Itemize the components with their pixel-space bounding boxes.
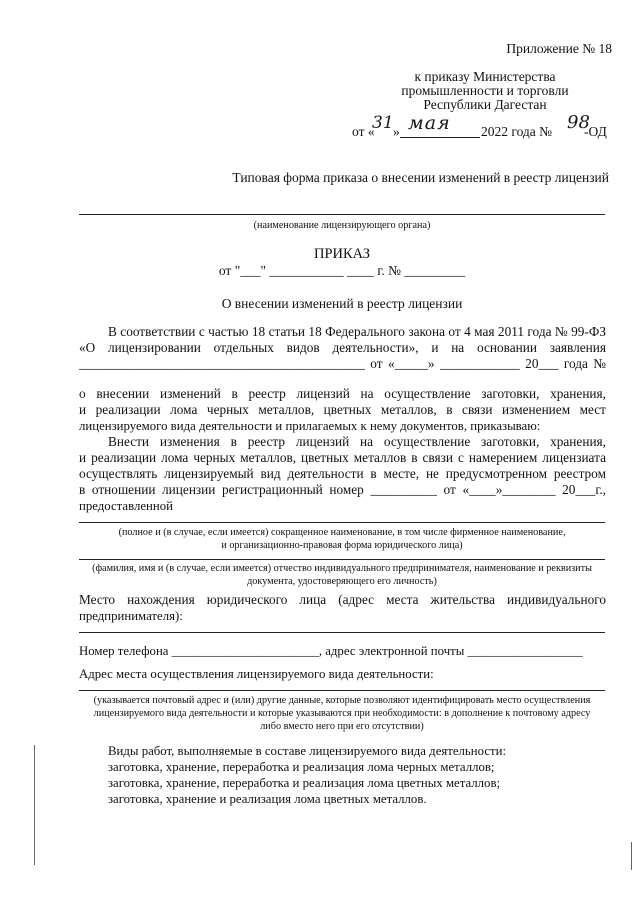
entrepreneur-caption-1: (фамилия, имя и (в случае, если имеется) отчество индивидуального предпринимателя, наименование и реквизиты	[92, 563, 592, 574]
paragraph-1-line-1: В соответствии с частью 18 статьи 18 Федерального закона от 4 мая 2011 года № 99-ФЗ	[108, 324, 606, 339]
works-item: заготовка, хранение, переработка и реализация лома черных металлов;	[108, 760, 495, 774]
order-reference-line3: Республики Дагестан	[423, 97, 547, 112]
form-title: Типовая форма приказа о внесении изменений в реестр лицензий	[232, 170, 609, 185]
licensing-body-line	[79, 214, 605, 215]
legal-entity-caption-2: и организационно-правовая форма юридического лица)	[221, 540, 463, 551]
scan-margin-mark-right	[631, 842, 632, 870]
order-subject: О внесении изменений в реестр лицензии	[221, 296, 463, 311]
phone-email-line: Номер телефона _______________________, адрес электронной почты __________________	[79, 644, 583, 658]
licensing-body-caption: (наименование лицензирующего органа)	[253, 220, 431, 231]
paragraph-3-line-1: Внести изменения в реестр лицензий на осуществление заготовки, хранения,	[108, 434, 606, 449]
handwritten-order-number: 98	[567, 112, 590, 133]
activity-address-caption-1: (указывается почтовый адрес и (или) другие данные, которые позволяют идентифицировать место осуществления	[93, 695, 591, 706]
month-underline	[400, 137, 480, 138]
appendix-number: Приложение № 18	[506, 41, 612, 56]
legal-entity-caption-1: (полное и (в случае, если имеется) сокращенное наименование, в том числе фирменное наименование,	[118, 527, 566, 538]
activity-address-label: Адрес места осуществления лицензируемого вида деятельности:	[79, 667, 434, 681]
location-field-line	[79, 632, 605, 633]
order-date-number-line: от "___" ___________ ____ г. № _________	[218, 263, 466, 278]
date-quote-close: »	[393, 124, 400, 139]
legal-entity-line	[79, 522, 605, 523]
paragraph-2-line-1: о внесении изменений в реестр лицензий на осуществление заготовки, хранения,	[79, 386, 606, 401]
works-item: заготовка, хранение и реализация лома цветных металлов.	[108, 792, 427, 806]
activity-address-caption-3: либо вместо него при его отсутствии)	[260, 721, 424, 732]
works-title: Виды работ, выполняемые в составе лицензируемого вида деятельности:	[108, 744, 506, 758]
location-line-2: предпринимателя):	[79, 609, 183, 623]
handwritten-day: 31	[372, 113, 394, 133]
order-reference-line1: к приказу Министерства	[414, 69, 556, 84]
paragraph-1-line-2: «О лицензировании отдельных видов деятельности», и на основании заявления	[79, 340, 606, 355]
paragraph-2-line-3: лицензируемого вида деятельности и прилагаемых к нему документов, приказываю:	[79, 419, 541, 433]
activity-address-caption-2: лицензируемого вида деятельности и которые указываются при необходимости: в дополнение к почтовому адресу	[93, 708, 591, 719]
date-prefix: от «	[352, 124, 375, 139]
paragraph-3-line-3: осуществлять лицензируемый вид деятельности в месте, не предусмотренном реестром	[79, 466, 606, 481]
location-line-1: Место нахождения юридического лица (адрес места жительства индивидуального	[79, 592, 606, 607]
entrepreneur-line	[79, 559, 605, 560]
paragraph-3-line-4: в отношении лицензии регистрационный номер __________ от «____»________ 20___г.,	[79, 482, 606, 497]
paragraph-2-line-2: и реализации лома черных металлов, цветных металлов, в связи изменением мест	[79, 402, 606, 417]
order-number-suffix: -ОД	[584, 124, 607, 139]
paragraph-1-line-3: ___________________________________________ от «_____» ____________ 20___ года №	[79, 356, 606, 371]
works-item: заготовка, хранение, переработка и реализация лома цветных металлов;	[108, 776, 501, 790]
order-title: ПРИКАЗ	[313, 246, 371, 262]
entrepreneur-caption-2: документа, удостоверяющего его личность)	[247, 576, 437, 587]
order-reference-line2: промышленности и торговли	[401, 83, 569, 98]
activity-address-line	[79, 690, 605, 691]
date-year: 2022 года №	[481, 124, 553, 139]
handwritten-month: мая	[408, 112, 451, 134]
paragraph-3-line-5: предоставленной	[79, 499, 173, 513]
paragraph-3-line-2: и реализации лома черных металлов, цветных металлов в связи с намерением лицензиата	[79, 450, 606, 465]
scan-margin-mark	[34, 745, 35, 865]
